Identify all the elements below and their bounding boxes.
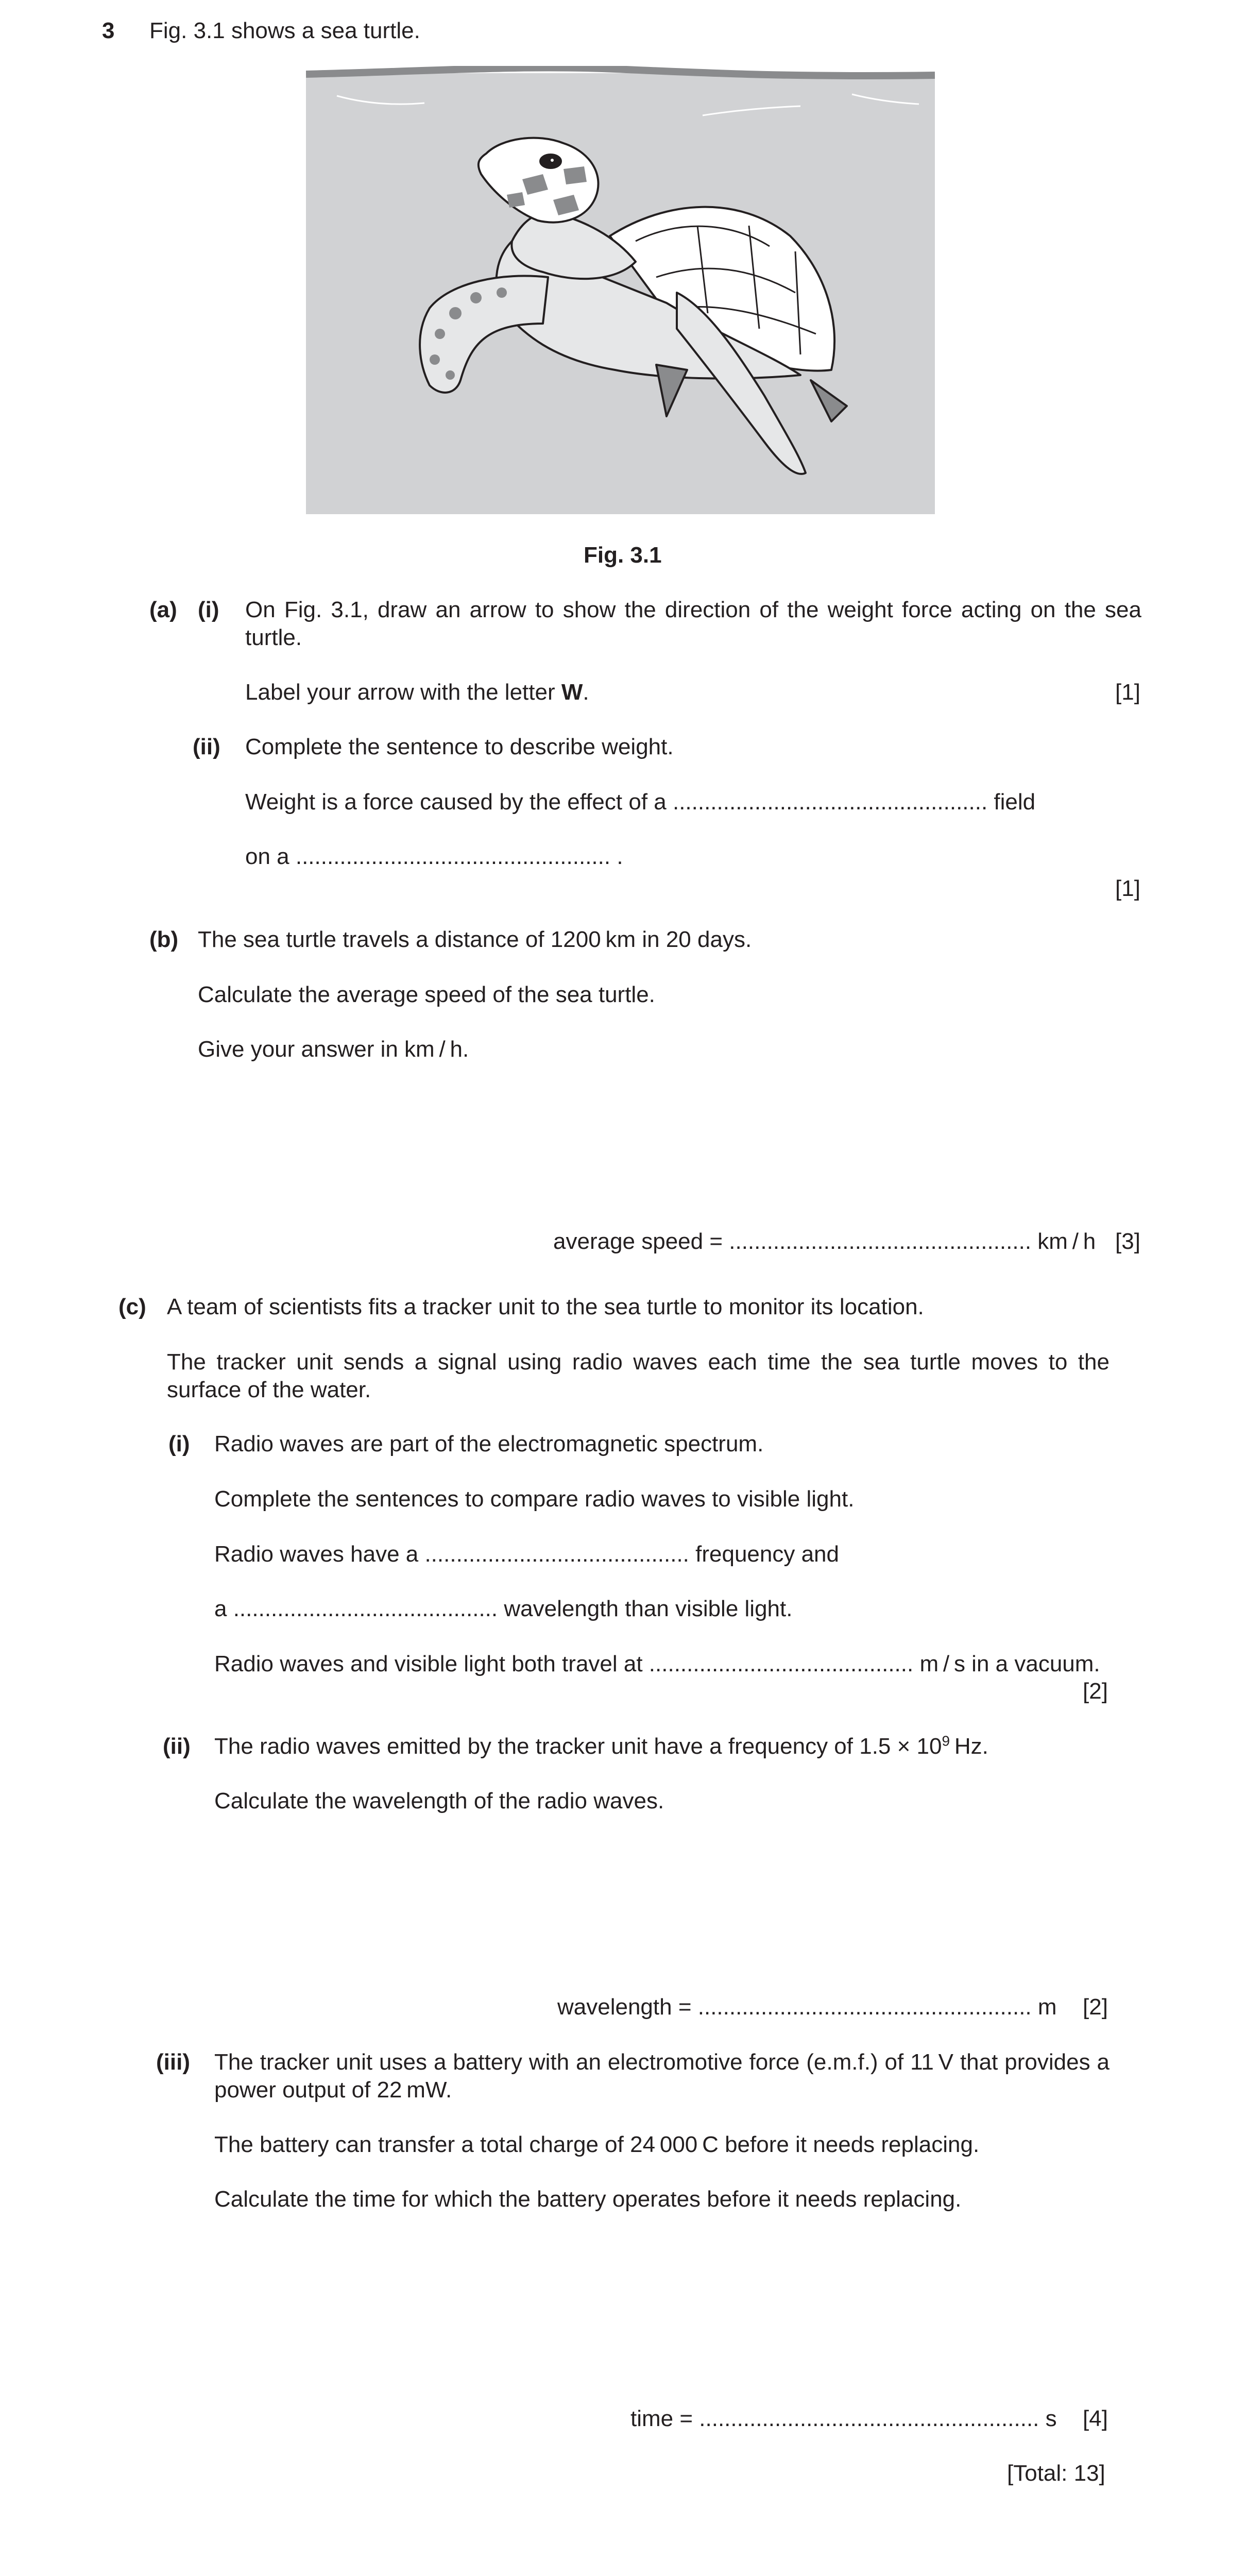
- part-b-label: (b): [149, 927, 179, 952]
- part-c-iii-label: (iii): [156, 2049, 190, 2075]
- sea-turtle-figure: [306, 66, 935, 514]
- part-c-i-marks: [2]: [1083, 1679, 1108, 1704]
- part-a-i-text: On Fig. 3.1, draw an arrow to show the direction of the weight force acting on the sea turtle.: [245, 597, 1141, 650]
- frequency-exponent: 9: [942, 1733, 950, 1749]
- part-c-label: (c): [118, 1294, 146, 1319]
- part-c-i-label: (i): [168, 1431, 190, 1456]
- part-c-i-sentence-2: a .......................................... wavelength than visible light.: [214, 1596, 793, 1621]
- part-b-units-note: Give your answer in km / h.: [198, 1037, 469, 1062]
- part-a-ii-marks: [1]: [1115, 876, 1140, 901]
- part-c-i-text: Radio waves are part of the electromagnetic spectrum.: [214, 1431, 764, 1456]
- part-c-ii-marks: [2]: [1083, 1994, 1108, 2020]
- part-a-ii-sentence-1: Weight is a force caused by the effect of a .................................................. field: [245, 789, 1036, 815]
- part-a-i-marks: [1]: [1115, 680, 1140, 705]
- part-c-ii-instruction: Calculate the wavelength of the radio waves.: [214, 1788, 664, 1814]
- question-intro: Fig. 3.1 shows a sea turtle.: [149, 18, 420, 43]
- part-c-i-sentence-1: Radio waves have a .......................................... frequency and: [214, 1541, 839, 1567]
- part-c-iii-text: The tracker unit uses a battery with an electromotive force (e.m.f.) of 11 V that provides a power output of 22 mW.: [214, 2049, 1110, 2103]
- part-c-i-sentence-3: Radio waves and visible light both travel at .......................................... m / s in a vacuum.: [214, 1651, 1100, 1676]
- part-c-ii-answer-line: wavelength = ..................................................... m: [557, 1994, 1057, 2020]
- total-marks: [Total: 13]: [1007, 2461, 1105, 2486]
- part-a-ii-sentence-2: on a .................................................. .: [245, 844, 623, 869]
- part-a-ii-text: Complete the sentence to describe weight.: [245, 734, 674, 759]
- question-number: 3: [102, 18, 115, 43]
- part-a-i-label-line: Label your arrow with the letter W.: [245, 680, 589, 705]
- part-c-iii-instruction: Calculate the time for which the battery operates before it needs replacing.: [214, 2187, 962, 2212]
- part-c-iii-text-2: The battery can transfer a total charge of 24 000 C before it needs replacing.: [214, 2132, 980, 2157]
- part-b-marks: [3]: [1115, 1229, 1140, 1254]
- part-b-text: The sea turtle travels a distance of 1200 km in 20 days.: [198, 927, 752, 952]
- part-c-iii-answer-line: time = ...................................................... s: [630, 2406, 1057, 2431]
- part-c-text-1: A team of scientists fits a tracker unit to the sea turtle to monitor its location.: [167, 1294, 924, 1319]
- part-c-text-2: The tracker unit sends a signal using radio waves each time the sea turtle moves to the surface of the water.: [167, 1349, 1110, 1402]
- part-c-ii-text: The radio waves emitted by the tracker unit have a frequency of $1.5 \times 10^9$ Hz.: [214, 1733, 988, 1759]
- part-c-i-instruction: Complete the sentences to compare radio waves to visible light.: [214, 1486, 855, 1512]
- part-b-instruction: Calculate the average speed of the sea turtle.: [198, 982, 655, 1007]
- part-a-ii-label: (ii): [193, 734, 220, 759]
- figure-caption: Fig. 3.1: [584, 543, 662, 568]
- part-c-ii-label: (ii): [163, 1734, 191, 1759]
- part-a-i-label: (i): [198, 597, 219, 622]
- part-c-iii-marks: [4]: [1083, 2406, 1108, 2431]
- label-letter: W: [561, 680, 583, 705]
- part-b-answer-line: average speed = ................................................ km / h: [553, 1229, 1096, 1254]
- part-a-label: (a): [149, 597, 177, 622]
